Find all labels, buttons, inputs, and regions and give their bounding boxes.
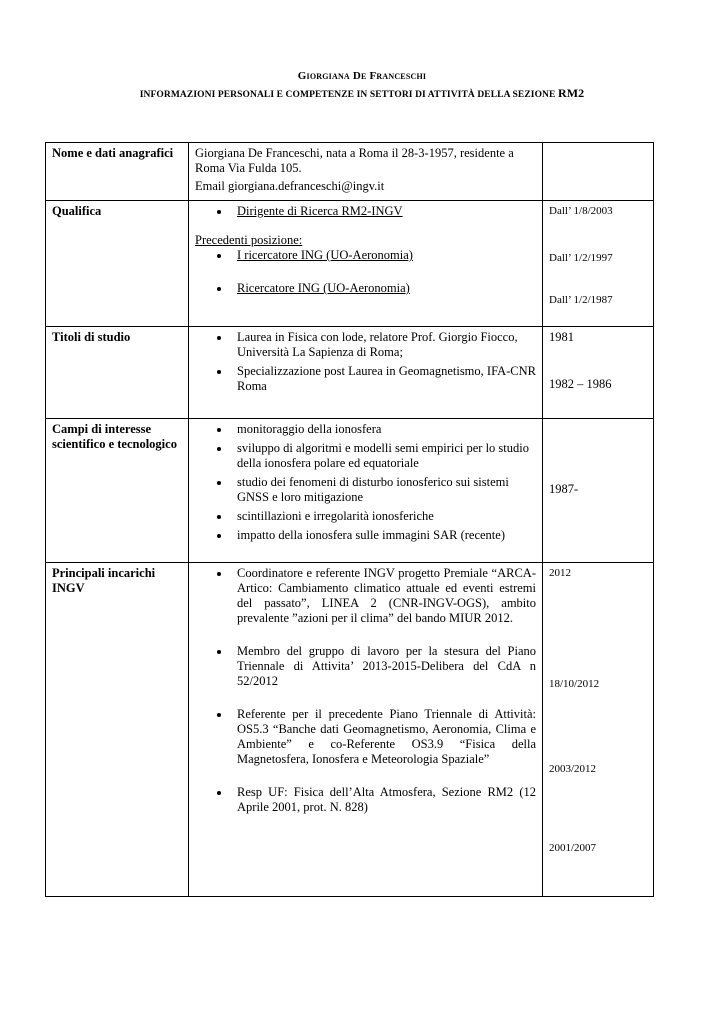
incarichi-item-2: • Membro del gruppo di lavoro per la stesura del Piano Triennale di Attivita’ 2013-2015-Delibera del CdA n 52/2012 — [231, 644, 536, 689]
table-row-qualifica — [46, 201, 654, 327]
anagrafica-details: Giorgiana De Franceschi, nata a Roma il 28-3-1957, residente a Roma Via Fulda 105. — [195, 146, 514, 175]
titoli-item-2: • Specializzazione post Laurea in Geomagnetismo, IFA-CNR Roma — [231, 364, 536, 394]
titoli-date-2: 1982 – 1986 — [549, 377, 612, 391]
incarichi-label: Principali incarichi INGV — [52, 566, 156, 595]
list-item: • studio dei fenomeni di disturbo ionosferico sui sistemi GNSS e loro mitigazione — [231, 475, 536, 505]
table-row-incarichi — [46, 563, 654, 897]
list-item: • monitoraggio della ionosfera — [231, 422, 536, 437]
qualifica-label-cell — [46, 201, 189, 327]
qualifica-prev-1: • I ricercatore ING (UO-Aeronomia) — [231, 248, 536, 263]
incarichi-date-2: 18/10/2012 — [549, 678, 600, 690]
list-item: • scintillazioni e irregolarità ionosferiche — [231, 509, 536, 524]
anagrafica-label: Nome e dati anagrafici — [52, 146, 174, 160]
incarichi-date-4: 2001/2007 — [549, 842, 597, 854]
table-row-anagrafica — [46, 143, 654, 201]
titoli-date-1: 1981 — [549, 330, 574, 344]
qualifica-label: Qualifica — [52, 204, 102, 218]
titoli-date-cell — [543, 327, 654, 419]
incarichi-date-cell — [543, 563, 654, 897]
qualifica-content-cell — [189, 201, 543, 327]
qualifica-previous-heading: Precedenti posizione: — [195, 233, 303, 247]
titoli-content-cell — [189, 327, 543, 419]
table-row-campi — [46, 419, 654, 563]
anagrafica-email: Email giorgiana.defranceschi@ingv.it — [195, 179, 385, 193]
qualifica-date-3: Dall’ 1/2/1987 — [549, 294, 613, 306]
campi-content-cell — [189, 419, 543, 563]
qualifica-date-cell — [543, 201, 654, 327]
campi-date: 1987- — [549, 481, 579, 496]
cv-table — [45, 142, 654, 897]
campi-date-cell — [543, 419, 654, 563]
titoli-item-1: • Laurea in Fisica con lode, relatore Prof. Giorgio Fiocco, Università La Sapienza di Roma; — [231, 330, 536, 360]
campi-label-cell — [46, 419, 189, 563]
campi-label: Campi di interesse scientifico e tecnologico — [52, 422, 177, 451]
list-item: • impatto della ionosfera sulle immagini SAR (recente) — [231, 528, 536, 543]
document-subtitle — [0, 86, 724, 101]
qualifica-date-2: Dall’ 1/2/1997 — [549, 252, 613, 264]
qualifica-date-1: Dall’ 1/8/2003 — [549, 205, 613, 217]
incarichi-item-4: • Resp UF: Fisica dell’Alta Atmosfera, Sezione RM2 (12 Aprile 2001, prot. N. 828) — [231, 785, 536, 815]
incarichi-label-cell — [46, 563, 189, 897]
anagrafica-date-cell — [543, 143, 654, 201]
qualifica-current: • Dirigente di Ricerca RM2-INGV — [231, 204, 536, 219]
incarichi-content-cell — [189, 563, 543, 897]
incarichi-date-3: 2003/2012 — [549, 763, 597, 775]
list-item: • sviluppo di algoritmi e modelli semi empirici per lo studio della ionosfera polare ed equatoriale — [231, 441, 536, 471]
table-row-titoli — [46, 327, 654, 419]
anagrafica-content-cell — [189, 143, 543, 201]
titoli-label: Titoli di studio — [52, 330, 131, 344]
subtitle-tail: RM2 — [557, 86, 585, 100]
qualifica-prev-2: • Ricercatore ING (UO-Aeronomia) — [231, 281, 536, 296]
incarichi-date-1: 2012 — [549, 567, 571, 579]
person-name: Giorgiana De Franceschi — [297, 70, 427, 82]
titoli-label-cell — [46, 327, 189, 419]
subtitle-main: INFORMAZIONI PERSONALI E COMPETENZE IN SETTORI DI ATTIVITÀ DELLA SEZIONE — [139, 90, 556, 100]
incarichi-item-3: • Referente per il precedente Piano Triennale di Attività: OS5.3 “Banche dati Geomagnetismo, Aeronomia, Clima e Ambiente” e co-Referente OS3.9 “Fisica della Magnetosfera, Ionosfera e Meteorologia Spaziale” — [231, 707, 536, 767]
anagrafica-label-cell — [46, 143, 189, 201]
document-title — [0, 70, 724, 82]
incarichi-item-1: • Coordinatore e referente INGV progetto Premiale “ARCA-Artico: Cambiamento climatico attuale ed eventi estremi del passato”, LINEA 2 (CNR-INGV-OGS), ambito prevalente ”azioni per il clima” del bando MIUR 2012. — [231, 566, 536, 626]
